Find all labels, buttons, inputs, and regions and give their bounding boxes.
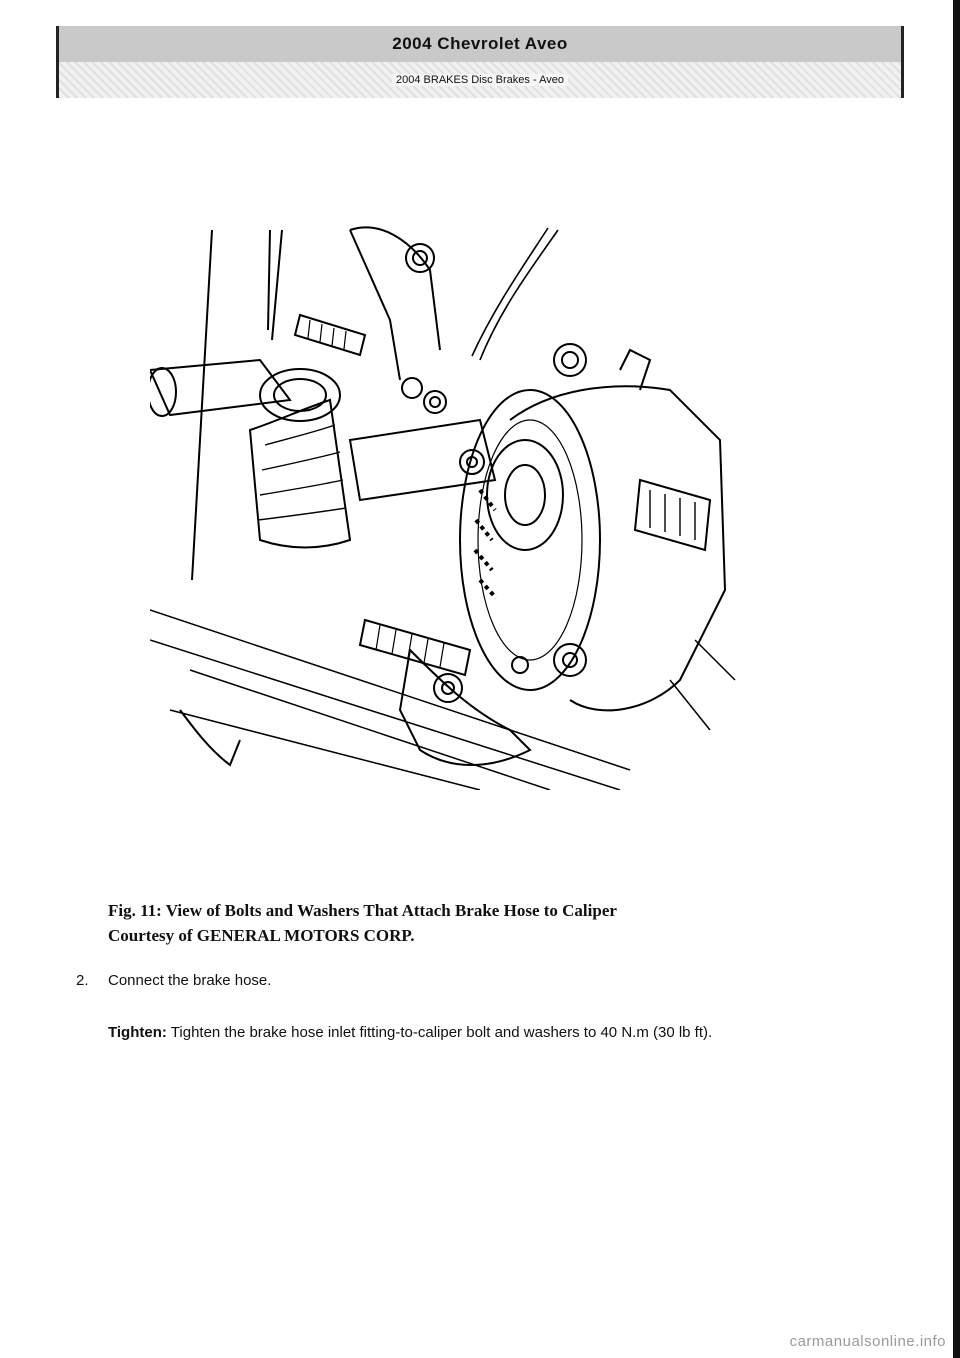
document-subtitle-bar [59,62,901,98]
document-subtitle: 2004 BRAKES Disc Brakes - Aveo [392,74,568,86]
figure-caption [108,898,888,948]
watermark: carmanualsonline.info [789,1333,946,1350]
step-number: 2. [76,972,89,989]
document-title: 2004 Chevrolet Aveo [59,26,901,62]
step-text: Connect the brake hose. [108,972,272,989]
figure-caption-credit: Courtesy of GENERAL MOTORS CORP. [108,926,415,945]
torque-note [108,1020,900,1046]
document-header [56,26,904,98]
procedure-step [76,972,916,989]
note-text: Tighten the brake hose inlet fitting-to-caliper bolt and washers to 40 N.m (30 lb ft). [166,1024,713,1041]
note-label: Tighten: [108,1024,167,1041]
figure-caption-title: Fig. 11: View of Bolts and Washers That Attach Brake Hose to Caliper [108,901,617,920]
brake-caliper-illustration [150,210,770,790]
page-edge-bar [953,0,960,1358]
